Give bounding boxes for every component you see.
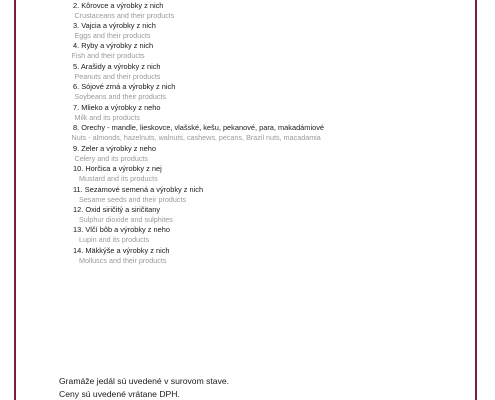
allergen-label-sk: Kôrovce a výrobky z nich bbox=[81, 0, 164, 10]
allergen-name-en: Sesame seeds and their products bbox=[79, 194, 187, 204]
allergen-label-sk: Vlčí bôb a výrobky z neho bbox=[85, 225, 170, 235]
allergen-label-sk: Sójové zrná a výrobky z nich bbox=[81, 82, 176, 92]
allergen-number: 3. bbox=[73, 20, 80, 30]
allergen-number: 10. bbox=[73, 164, 84, 174]
allergen-name-sk bbox=[73, 21, 156, 30]
allergen-name-sk bbox=[73, 164, 162, 173]
allergen-name-sk bbox=[73, 144, 156, 153]
allergen-name-en: Peanuts and their products bbox=[74, 71, 161, 81]
page-border-right bbox=[475, 0, 477, 400]
allergen-label-sk: Horčica a výrobky z nej bbox=[85, 164, 162, 174]
allergen-name-en: Molluscs and their products bbox=[79, 255, 167, 265]
allergen-label-sk: Zeler a výrobky z neho bbox=[81, 143, 156, 153]
allergen-label-sk: Mlieko a výrobky z neho bbox=[81, 102, 161, 112]
allergen-name-en: Nuts - almonds, hazelnuts, walnuts, cashews, pecans, Brazil nuts, macadamia bbox=[71, 133, 321, 143]
allergen-number: 5. bbox=[73, 61, 80, 71]
allergen-name-sk bbox=[73, 205, 160, 214]
allergen-number: 11. bbox=[73, 184, 83, 194]
allergen-name-sk bbox=[73, 225, 170, 234]
allergen-name-en: Mustard and its products bbox=[79, 174, 158, 184]
allergen-number: 6. bbox=[73, 82, 80, 92]
allergen-number: 12. bbox=[73, 205, 84, 214]
footer-weight-note: Gramáže jedál sú uvedené v surovom stave. bbox=[59, 376, 230, 386]
allergen-name-sk bbox=[73, 41, 153, 50]
footer-vat-note: Ceny sú uvedené vrátane DPH. bbox=[59, 388, 180, 399]
allergen-number: 4. bbox=[73, 41, 80, 51]
allergen-number: 13. bbox=[73, 225, 84, 235]
allergen-name-sk bbox=[73, 1, 163, 10]
allergen-label-sk: Arašidy a výrobky z nich bbox=[80, 61, 161, 71]
allergen-number: 7. bbox=[73, 102, 80, 112]
allergen-name-en: Milk and its products bbox=[74, 112, 141, 122]
allergen-name-en: Soybeans and their products bbox=[74, 92, 167, 102]
allergen-label-sk: Mäkkýše a výrobky z nich bbox=[85, 245, 170, 255]
page-border-left bbox=[14, 0, 16, 400]
allergen-name-en: Eggs and their products bbox=[74, 30, 151, 40]
footer-notes bbox=[59, 375, 229, 400]
allergen-name-sk bbox=[73, 82, 175, 91]
allergen-number: 8. bbox=[73, 123, 80, 133]
allergen-name-sk bbox=[73, 123, 324, 132]
allergen-number: 14. bbox=[73, 245, 84, 255]
allergen-number: 9. bbox=[73, 143, 80, 153]
allergen-name-en: Fish and their products bbox=[71, 51, 145, 61]
allergen-name-en: Crustaceans and their products bbox=[74, 10, 175, 20]
allergen-name-sk bbox=[73, 246, 170, 255]
allergen-name-en: Lupin and its products bbox=[79, 235, 150, 245]
allergen-name-en: Celery and its products bbox=[74, 153, 149, 163]
allergen-name-sk bbox=[73, 62, 161, 71]
allergen-name-en: Sulphur dioxide and sulphites bbox=[79, 215, 173, 224]
allergen-label-sk: Orechy - mandle, lieskovce, vlašské, kešu, pekanové, para, makadámiové bbox=[81, 123, 325, 133]
allergen-name-sk bbox=[73, 103, 161, 112]
allergen-label-sk: Vajcia a výrobky z nich bbox=[81, 20, 156, 30]
allergen-label-sk: Oxid siričitý a siričitany bbox=[85, 205, 161, 214]
allergen-label-sk: Ryby a výrobky z nich bbox=[81, 41, 154, 51]
allergen-name-sk bbox=[73, 185, 203, 194]
allergen-number: 2. bbox=[73, 0, 80, 10]
allergen-label-sk: Sezamové semená a výrobky z nich bbox=[84, 184, 204, 194]
